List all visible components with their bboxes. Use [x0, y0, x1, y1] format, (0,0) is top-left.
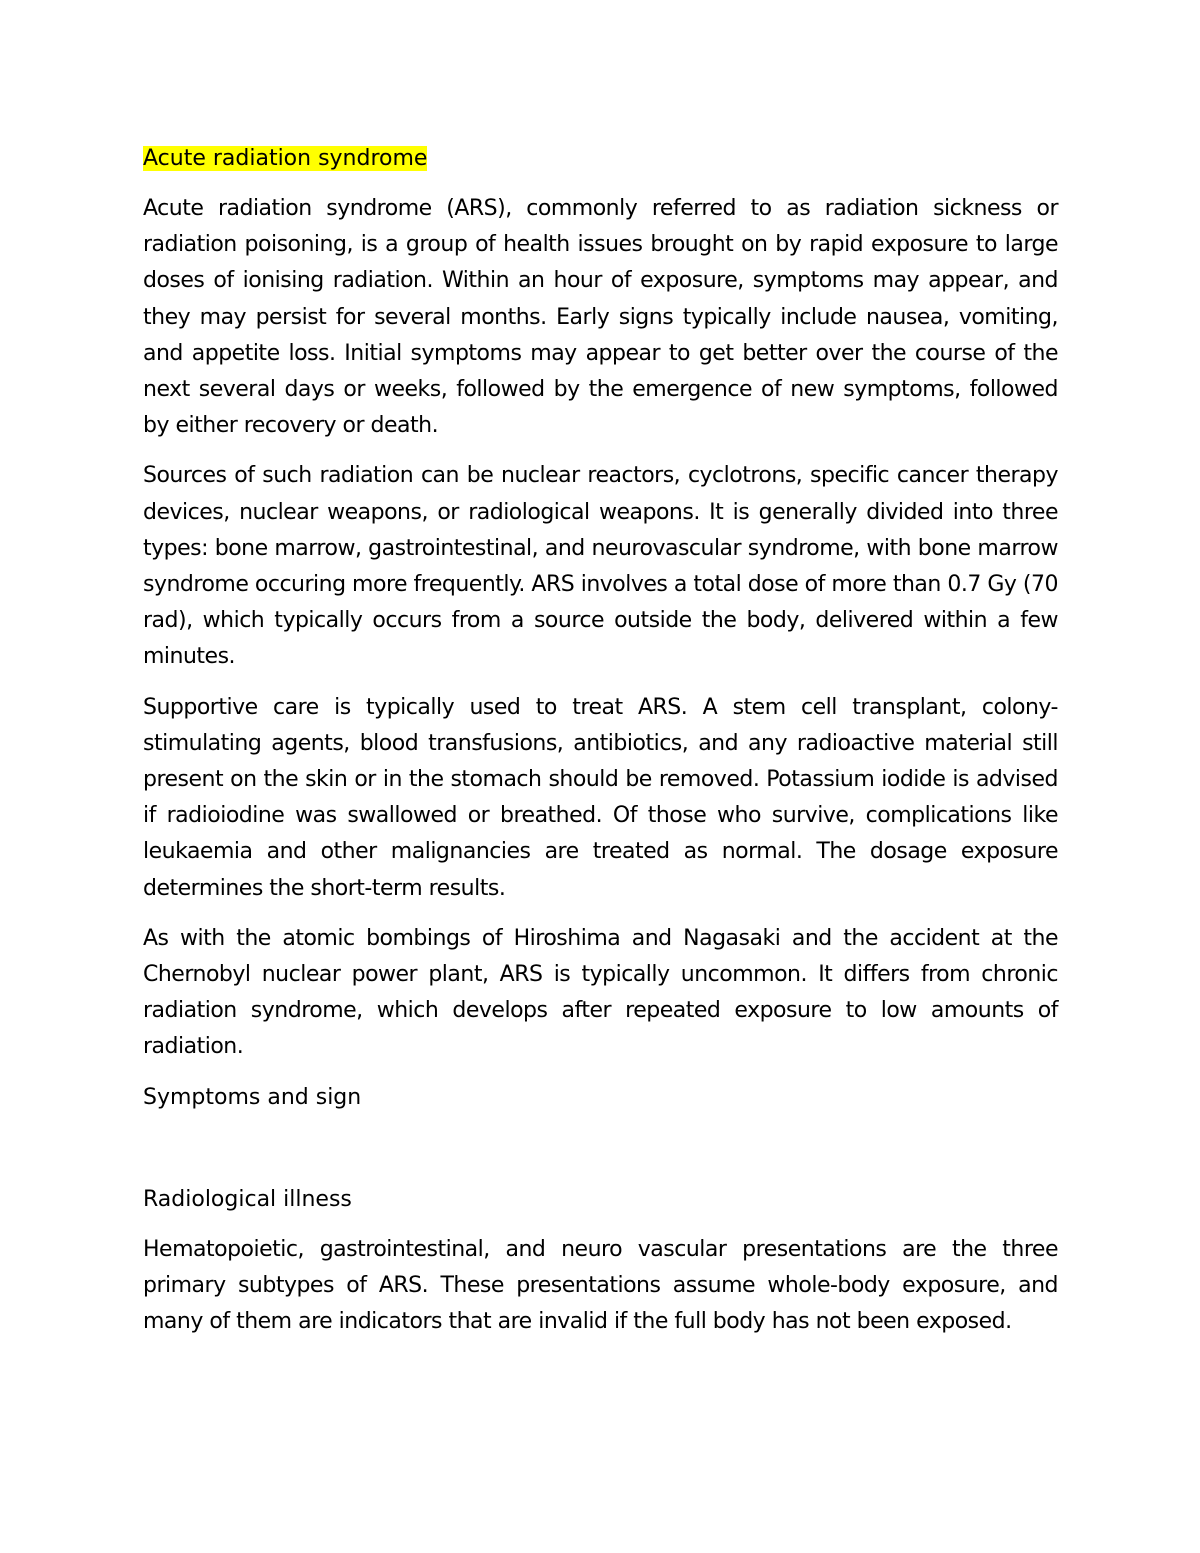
paragraph-intro: Acute radiation syndrome (ARS), commonly referred to as radiation sickness or radiation poisoning, is a group of health issues brought on by rapid exposure to large doses of ionising radiation. Within an hour of exposure, symptoms may appear, and they may persist for several months. Early signs typically include nausea, vomiting, and appetite loss. Initial symptoms may appear to get better over the course of the next several days or weeks, followed by the emergence of new symptoms, followed by either recovery or death. [143, 196, 1058, 439]
blank-line [143, 1130, 1058, 1182]
document-title: Acute radiation syndrome [143, 146, 428, 171]
heading-symptoms: Symptoms and sign [143, 1084, 362, 1110]
paragraph-occurrence: As with the atomic bombings of Hiroshima and Nagasaki and the accident at the Chernobyl nuclear power plant, ARS is typically uncommon. It differs from chronic radiation syndrome, which develops after repeated exposure to low amounts of radiation. [143, 925, 1058, 1060]
paragraph-sources: Sources of such radiation can be nuclear reactors, cyclotrons, specific cancer therapy devices, nuclear weapons, or radiological weapons. It is generally divided into three types: bone marrow, gastrointestinal, and neurovascular syndrome, with bone marrow syndrome occuring more frequently. ARS involves a total dose of more than 0.7 Gy (70 rad), which typically occurs from a source outside the body, delivered within a few minutes. [143, 463, 1058, 670]
paragraph-subtypes: Hematopoietic, gastrointestinal, and neuro vascular presentations are the three primary subtypes of ARS. These presentations assume whole-body exposure, and many of them are indicators that are invalid if the full body has not been exposed. [143, 1236, 1058, 1335]
document-title-line [143, 141, 1058, 177]
paragraph-treatment: Supportive care is typically used to treat ARS. A stem cell transplant, colony-stimulating agents, blood transfusions, antibiotics, and any radioactive material still present on the skin or in the stomach should be removed. Potassium iodide is advised if radioiodine was swallowed or breathed. Of those who survive, complications like leukaemia and other malignancies are treated as normal. The dosage exposure determines the short-term results. [143, 694, 1058, 901]
document-body [143, 141, 1058, 1354]
heading-radiological-illness: Radiological illness [143, 1186, 352, 1212]
